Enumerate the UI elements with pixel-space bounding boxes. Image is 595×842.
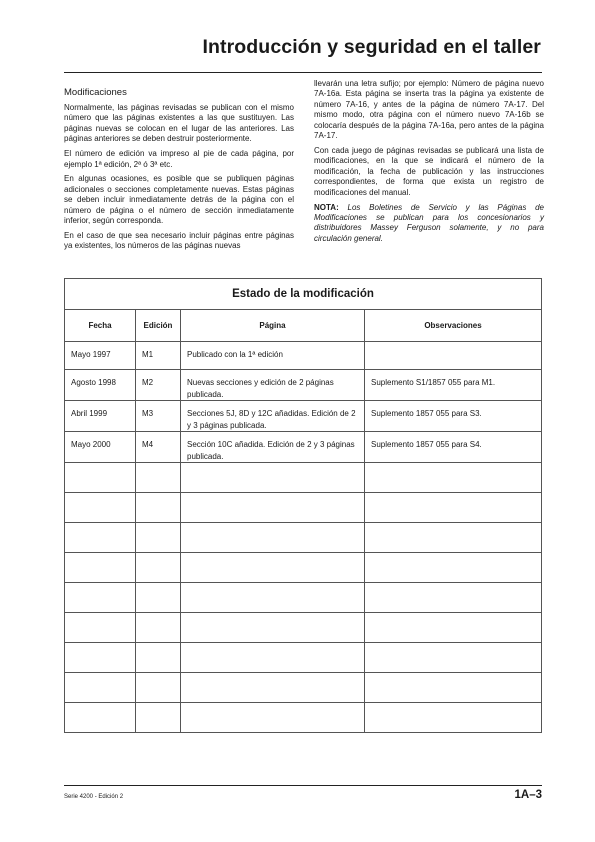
cell-fecha: [65, 553, 136, 583]
table-row: [65, 370, 542, 401]
cell-pagina: Publicado con la 1ª edición: [181, 342, 365, 370]
cell-observaciones: Suplemento 1857 055 para S3.: [365, 401, 542, 432]
note-paragraph: [314, 203, 544, 245]
cell-edicion: M4: [136, 432, 181, 463]
cell-fecha: [65, 643, 136, 673]
paragraph: Con cada juego de páginas revisadas se publicará una lista de modificaciones, en la que se indicará el número de la modificación, la fecha de publicación y las instrucciones correspondientes, de forma que exista un registro de modificaciones del manual.: [314, 146, 544, 197]
empty-table-row: [65, 553, 542, 583]
column-header-fecha: Fecha: [65, 310, 136, 342]
cell-fecha: Agosto 1998: [65, 370, 136, 401]
cell-pagina: [181, 493, 365, 523]
cell-pagina: [181, 673, 365, 703]
cell-observaciones: [365, 613, 542, 643]
cell-edicion: [136, 673, 181, 703]
cell-observaciones: [365, 583, 542, 613]
left-column: [64, 79, 294, 256]
paragraph: Normalmente, las páginas revisadas se publican con el mismo número que las páginas existentes a las que sustituyen. Las páginas nuevas se colocan en el lugar de las anteriores. Las páginas anteriores se deben destruir posteriormente.: [64, 103, 294, 144]
cell-observaciones: [365, 643, 542, 673]
cell-pagina: [181, 553, 365, 583]
cell-pagina: Nuevas secciones y edición de 2 páginas publicada.: [181, 370, 365, 401]
header-rule: [64, 72, 542, 73]
cell-pagina: Sección 10C añadida. Edición de 2 y 3 páginas publicada.: [181, 432, 365, 463]
cell-edicion: [136, 463, 181, 493]
paragraph: El número de edición va impreso al pie de cada página, por ejemplo 1ª edición, 2ª ó 3ª etc.: [64, 149, 294, 169]
cell-observaciones: [365, 493, 542, 523]
cell-fecha: [65, 523, 136, 553]
table-row: [65, 432, 542, 463]
cell-fecha: [65, 703, 136, 733]
cell-observaciones: [365, 553, 542, 583]
table-body: [65, 342, 542, 733]
cell-fecha: Mayo 2000: [65, 432, 136, 463]
table-row: [65, 401, 542, 432]
cell-observaciones: [365, 342, 542, 370]
cell-observaciones: [365, 463, 542, 493]
footer-series: Serie 4200 - Edición 2: [64, 794, 124, 800]
paragraph: En algunas ocasiones, es posible que se publiquen páginas adicionales o secciones completamente nuevas. Estas páginas se deben incluir inmediatamente detrás de la página con el número de página o el número de sección inmediatamente inferior, según corresponda.: [64, 174, 294, 226]
empty-table-row: [65, 583, 542, 613]
note-label: NOTA:: [314, 202, 339, 212]
footer-rule: [64, 785, 542, 786]
cell-pagina: [181, 703, 365, 733]
cell-pagina: [181, 523, 365, 553]
paragraph: En el caso de que sea necesario incluir páginas entre páginas ya existentes, los números de las páginas nuevas: [64, 230, 294, 251]
empty-table-row: [65, 643, 542, 673]
cell-edicion: [136, 613, 181, 643]
column-header-pagina: Página: [181, 310, 365, 342]
section-heading: Modificaciones: [64, 87, 127, 98]
modification-table: [64, 278, 542, 733]
right-column: [314, 79, 544, 249]
page-title: Introducción y seguridad en el taller: [202, 36, 541, 58]
note-text: Los Boletines de Servicio y las Páginas de Modificaciones se publican para los concesionarios y distribuidores Massey Ferguson solamente, y no para circulación general.: [314, 202, 544, 243]
column-header-edicion: Edición: [136, 310, 181, 342]
cell-fecha: Abril 1999: [65, 401, 136, 432]
empty-table-row: [65, 493, 542, 523]
empty-table-row: [65, 463, 542, 493]
cell-edicion: [136, 643, 181, 673]
table-title: Estado de la modificación: [65, 279, 542, 310]
cell-pagina: Secciones 5J, 8D y 12C añadidas. Edición de 2 y 3 páginas publicada.: [181, 401, 365, 432]
cell-edicion: [136, 523, 181, 553]
cell-observaciones: [365, 523, 542, 553]
cell-observaciones: [365, 673, 542, 703]
cell-fecha: [65, 493, 136, 523]
cell-observaciones: [365, 703, 542, 733]
cell-pagina: [181, 643, 365, 673]
paragraph: llevarán una letra sufijo; por ejemplo: Número de página nuevo 7A-16a. Esta página se inserta tras la página ya existente de número 7A-16, y antes de la página de número 7A-17. Del mismo modo, otra página con el número nuevo 7A-16b se colocaría después de la página 7A-16a, pero antes de la página 7A-17.: [314, 79, 544, 141]
cell-edicion: M2: [136, 370, 181, 401]
cell-pagina: [181, 583, 365, 613]
column-header-observaciones: Observaciones: [365, 310, 542, 342]
cell-fecha: [65, 583, 136, 613]
cell-edicion: [136, 493, 181, 523]
cell-fecha: [65, 673, 136, 703]
cell-edicion: M1: [136, 342, 181, 370]
empty-table-row: [65, 673, 542, 703]
cell-pagina: [181, 613, 365, 643]
empty-table-row: [65, 523, 542, 553]
cell-edicion: [136, 583, 181, 613]
page-number: 1A–3: [514, 789, 542, 801]
cell-edicion: [136, 553, 181, 583]
empty-table-row: [65, 613, 542, 643]
cell-fecha: [65, 613, 136, 643]
cell-fecha: Mayo 1997: [65, 342, 136, 370]
cell-edicion: [136, 703, 181, 733]
table-row: [65, 342, 542, 370]
cell-pagina: [181, 463, 365, 493]
cell-edicion: M3: [136, 401, 181, 432]
cell-observaciones: Suplemento S1/1857 055 para M1.: [365, 370, 542, 401]
cell-fecha: [65, 463, 136, 493]
cell-observaciones: Suplemento 1857 055 para S4.: [365, 432, 542, 463]
empty-table-row: [65, 703, 542, 733]
